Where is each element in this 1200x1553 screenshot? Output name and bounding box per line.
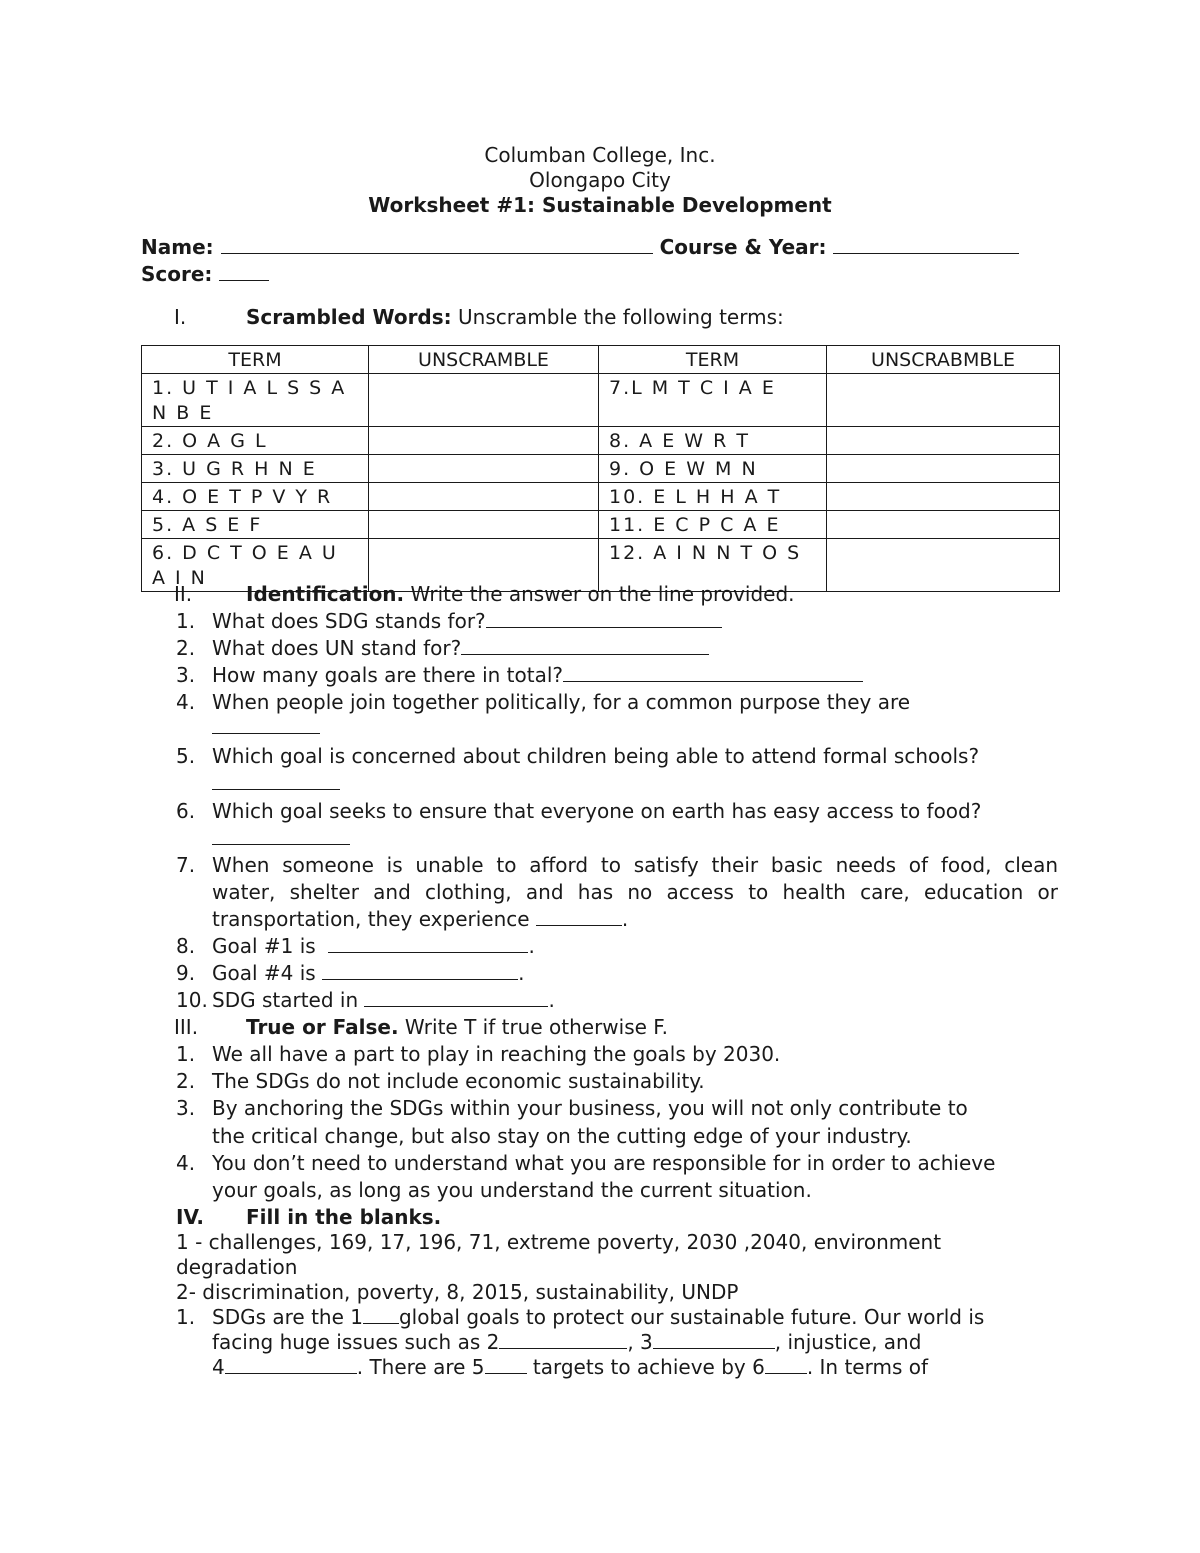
question-text: SDG started in: [212, 988, 359, 1012]
question-text: When someone is unable to afford to satisfy their basic needs of food, clean: [212, 853, 1058, 877]
answer-cell[interactable]: [369, 455, 599, 483]
name-blank[interactable]: [221, 235, 653, 254]
answer-blank[interactable]: [212, 771, 340, 790]
scrambled-term: 2. O A G L: [142, 427, 369, 455]
statement-text: By anchoring the SDGs within your business, you will not only contribute to: [212, 1096, 968, 1120]
answer-blank[interactable]: [322, 961, 518, 980]
question-text: Goal #4 is: [212, 961, 316, 985]
answer-cell[interactable]: [827, 539, 1060, 592]
answer-cell[interactable]: [827, 511, 1060, 539]
part2-numeral: II.: [174, 582, 193, 606]
part2-heading: [174, 581, 795, 607]
part4-numeral: IV.: [176, 1205, 204, 1229]
scramble-table: [141, 345, 1060, 592]
question-text: What does SDG stands for?: [212, 609, 486, 633]
name-label: Name:: [141, 235, 214, 259]
item-number: 6.: [176, 799, 196, 823]
question-text-end: transportation, they experience .: [212, 907, 629, 931]
course-blank[interactable]: [833, 235, 1019, 254]
part1-instruction: Unscramble the following terms:: [458, 305, 784, 329]
word-bank-1: 1 - challenges, 169, 17, 196, 71, extreme poverty, 2030 ,2040, environment: [176, 1230, 942, 1254]
word-bank-2: 2- discrimination, poverty, 8, 2015, sustainability, UNDP: [176, 1280, 739, 1304]
scrambled-term: 5. A S E F: [142, 511, 369, 539]
item-number: 3.: [176, 1096, 196, 1120]
item-number: 8.: [176, 934, 196, 958]
col-term-1: TERM: [142, 346, 369, 374]
blank-5[interactable]: [485, 1355, 527, 1374]
passage-line: [212, 1329, 921, 1355]
school-city: Olongapo City: [529, 168, 671, 192]
list-item: 10. SDG started in .: [176, 988, 555, 1012]
answer-blank[interactable]: [536, 907, 622, 926]
part1-title: Scrambled Words:: [246, 305, 452, 329]
answer-blank[interactable]: [328, 934, 528, 953]
answer-blank[interactable]: [461, 636, 709, 655]
answer-line: [212, 825, 350, 851]
score-field[interactable]: [141, 261, 269, 287]
list-item: 8. Goal #1 is .: [176, 934, 535, 958]
scrambled-term: 1. U T I A L S S A N B E: [142, 374, 369, 427]
table-header-row: [142, 346, 1060, 374]
scrambled-term: 9. O E W M N: [599, 455, 827, 483]
passage-text: . In terms of: [806, 1355, 929, 1379]
part2-title: Identification.: [246, 582, 405, 606]
list-item: [176, 1041, 780, 1067]
part1-heading: [174, 304, 784, 330]
blank-2[interactable]: [499, 1330, 627, 1349]
passage-text: SDGs are the 1: [212, 1305, 363, 1329]
statement-text: your goals, as long as you understand the current situation.: [212, 1178, 812, 1202]
question-text: How many goals are there in total?: [212, 663, 564, 687]
scrambled-term: 3. U G R H N E: [142, 455, 369, 483]
scrambled-term: 4. O E T P V Y R: [142, 483, 369, 511]
passage-line: [212, 1354, 928, 1380]
item-number: 1.: [176, 1042, 196, 1066]
passage-text: targets to achieve by 6: [526, 1355, 765, 1379]
scrambled-term: 8. A E W R T: [599, 427, 827, 455]
question-text: water, shelter and clothing, and has no access to health care, education or: [212, 880, 1058, 904]
item-number: 4.: [176, 690, 196, 714]
blank-3[interactable]: [653, 1330, 775, 1349]
answer-cell[interactable]: [827, 455, 1060, 483]
list-item: [176, 1150, 995, 1176]
answer-cell[interactable]: [369, 483, 599, 511]
statement-text: We all have a part to play in reaching the goals by 2030.: [212, 1042, 781, 1066]
answer-blank[interactable]: [212, 715, 320, 734]
list-item: [176, 852, 212, 878]
col-unscramble-2: UNSCRABMBLE: [827, 346, 1060, 374]
part2-instruction: Write the answer on the line provided.: [410, 582, 795, 606]
course-label: Course & Year:: [659, 235, 827, 259]
statement-text: You don’t need to understand what you are responsible for in order to achieve: [212, 1151, 996, 1175]
part3-title: True or False.: [246, 1015, 399, 1039]
statement-text: the critical change, but also stay on the cutting edge of your industry.: [212, 1124, 912, 1148]
table-row: [142, 483, 1060, 511]
scrambled-term: 11. E C P C A E: [599, 511, 827, 539]
item-number: 3.: [176, 663, 196, 687]
blank-1[interactable]: [363, 1305, 399, 1324]
question-text: When people join together politically, for a common purpose they are: [212, 690, 911, 714]
table-row: [142, 455, 1060, 483]
passage-text: , injustice, and: [774, 1330, 922, 1354]
answer-cell[interactable]: [369, 511, 599, 539]
list-item: [176, 608, 722, 634]
answer-line: [212, 714, 320, 740]
question-text: transportation, they experience: [212, 907, 530, 931]
item-number: 1.: [176, 1305, 196, 1329]
answer-cell[interactable]: [827, 427, 1060, 455]
list-item: [176, 1304, 984, 1330]
item-number: 2.: [176, 1069, 196, 1093]
passage-text: 4: [212, 1355, 225, 1379]
item-number: 5.: [176, 744, 196, 768]
scrambled-term: 7.L M T C I A E: [599, 374, 827, 427]
question-text: What does UN stand for?: [212, 636, 462, 660]
list-item: [176, 743, 979, 769]
list-item: [176, 1095, 968, 1121]
worksheet-title: Worksheet #1: Sustainable Development: [368, 193, 832, 217]
statement-text: The SDGs do not include economic sustainability.: [212, 1069, 705, 1093]
col-unscramble-1: UNSCRAMBLE: [369, 346, 599, 374]
part3-heading: [174, 1014, 668, 1040]
item-number: 7.: [176, 853, 196, 877]
list-item: [176, 689, 910, 715]
part3-instruction: Write T if true otherwise F.: [404, 1015, 668, 1039]
scrambled-term: 10. E L H H A T: [599, 483, 827, 511]
table-row: [142, 374, 1060, 427]
list-item: [176, 635, 709, 661]
answer-cell[interactable]: [369, 374, 599, 427]
name-field[interactable]: [141, 234, 1019, 260]
blank-6[interactable]: [765, 1355, 807, 1374]
table-row: [142, 427, 1060, 455]
part4-heading: [176, 1204, 441, 1230]
item-number: 2.: [176, 636, 196, 660]
item-number: 9.: [176, 961, 196, 985]
item-number: 10.: [176, 988, 208, 1012]
part4-title: Fill in the blanks.: [246, 1205, 442, 1229]
question-text: Which goal seeks to ensure that everyone on earth has easy access to food?: [212, 799, 982, 823]
answer-cell[interactable]: [827, 374, 1060, 427]
score-blank[interactable]: [219, 262, 269, 281]
passage-text: . There are 5: [356, 1355, 485, 1379]
item-number: 1.: [176, 609, 196, 633]
answer-blank[interactable]: [563, 663, 863, 682]
blank-4[interactable]: [225, 1355, 357, 1374]
list-item: [176, 662, 863, 688]
word-bank-1-cont: degradation: [176, 1255, 298, 1279]
score-label: Score:: [141, 262, 213, 286]
part3-numeral: III.: [174, 1015, 199, 1039]
passage-text: global goals to protect our sustainable future. Our world is: [398, 1305, 985, 1329]
list-item: [176, 1068, 705, 1094]
answer-blank[interactable]: [364, 988, 548, 1007]
question-text: Which goal is concerned about children being able to attend formal schools?: [212, 744, 980, 768]
passage-text: facing huge issues such as 2: [212, 1330, 500, 1354]
part1-numeral: I.: [174, 305, 187, 329]
passage-text: , 3: [627, 1330, 653, 1354]
answer-blank[interactable]: [212, 826, 350, 845]
answer-cell[interactable]: [369, 427, 599, 455]
answer-cell[interactable]: [827, 483, 1060, 511]
item-number: 4.: [176, 1151, 196, 1175]
scrambled-term: 6. D C T O E A U A I N: [142, 539, 369, 592]
table-row: [142, 511, 1060, 539]
list-item: 9. Goal #4 is .: [176, 961, 525, 985]
answer-line: [212, 770, 340, 796]
question-text: Goal #1 is: [212, 934, 316, 958]
scrambled-term: 12. A I N N T O S: [599, 539, 827, 592]
list-item: [176, 798, 981, 824]
answer-blank[interactable]: [486, 609, 722, 628]
school-name: Columban College, Inc.: [484, 143, 716, 167]
col-term-2: TERM: [599, 346, 827, 374]
